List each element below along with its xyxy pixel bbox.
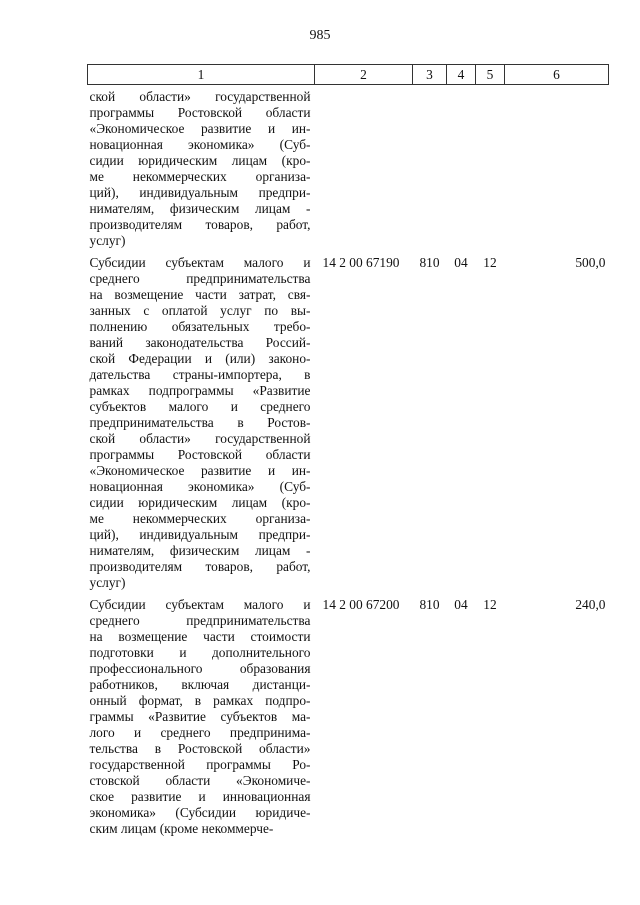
description-line: работников, включая дистанци-	[89, 677, 311, 692]
description-line: ским лицам (кроме некоммерче-	[89, 821, 274, 836]
row-description	[88, 255, 315, 597]
row-target-code: 14 2 00 67190	[322, 255, 400, 270]
row-amount: 500,0	[575, 255, 606, 270]
description-line: граммы «Развитие субъектов ма-	[89, 709, 311, 724]
description-line: онный формат, в рамках подпро-	[89, 693, 311, 708]
description-line: новационная экономика» (Суб-	[89, 137, 311, 152]
header-col-1: 1	[88, 65, 315, 85]
header-col-4: 4	[447, 65, 476, 85]
description-line: ское развитие и инновационная	[89, 789, 311, 804]
description-line: полнению обязательных требо-	[89, 319, 311, 334]
page-number: 985	[309, 28, 331, 43]
header-row	[88, 65, 609, 85]
header-col-2: 2	[315, 65, 413, 85]
description-line: экономика» (Субсидии юридиче-	[89, 805, 311, 820]
description-line: «Экономическое развитие и ин-	[89, 463, 311, 478]
description-line: среднего предпринимательства	[89, 613, 311, 628]
description-line: подготовки и дополнительного	[89, 645, 311, 660]
row-description	[88, 89, 315, 255]
header-col-6: 6	[505, 65, 609, 85]
description-line: предпринимательства в Ростов-	[89, 415, 311, 430]
description-line: ме некоммерческих организа-	[89, 169, 311, 184]
description-line: нимателям, физическим лицам -	[89, 201, 311, 216]
description-line: профессионального образования	[89, 661, 311, 676]
description-line: услуг)	[89, 233, 126, 248]
description-line: Субсидии субъектам малого и	[89, 597, 311, 612]
budget-table	[87, 64, 609, 843]
description-line: производителям товаров, работ,	[89, 559, 311, 574]
description-line: Субсидии субъектам малого и	[89, 255, 311, 270]
description-line: среднего предпринимательства	[89, 271, 311, 286]
row-subsection: 12	[483, 255, 497, 270]
row-target-code	[315, 89, 413, 255]
description-line: занных с оплатой услуг по вы-	[89, 303, 311, 318]
description-line: ций), индивидуальным предпри-	[89, 527, 311, 542]
row-description	[88, 597, 315, 843]
description-line: ской Федерации и (или) законо-	[89, 351, 311, 366]
row-subsection	[476, 89, 505, 255]
row-section: 04	[454, 255, 468, 270]
description-line: ской области» государственной	[89, 89, 311, 104]
description-line: стовской области «Экономиче-	[89, 773, 311, 788]
row-expense-type: 810	[419, 255, 440, 270]
table-header	[88, 65, 609, 85]
table-row	[88, 255, 609, 597]
description-line: производителям товаров, работ,	[89, 217, 311, 232]
description-line: дательства страны-импортера, в	[89, 367, 311, 382]
description-line: программы Ростовской области	[89, 105, 311, 120]
header-col-5: 5	[476, 65, 505, 85]
table-body	[88, 85, 609, 844]
row-amount: 240,0	[575, 597, 606, 612]
description-line: государственной программы Ро-	[89, 757, 311, 772]
description-line: тельства в Ростовской области»	[89, 741, 311, 756]
row-amount	[505, 89, 609, 255]
description-line: субъектов малого и среднего	[89, 399, 311, 414]
row-expense-type: 810	[419, 597, 440, 612]
row-target-code: 14 2 00 67200	[322, 597, 400, 612]
description-line: новационная экономика» (Суб-	[89, 479, 311, 494]
header-col-3: 3	[413, 65, 447, 85]
row-expense-type	[413, 89, 447, 255]
description-line: «Экономическое развитие и ин-	[89, 121, 311, 136]
description-line: нимателям, физическим лицам -	[89, 543, 311, 558]
description-line: услуг)	[89, 575, 126, 590]
description-line: ваний законодательства Россий-	[89, 335, 311, 350]
description-line: на возмещение части стоимости	[89, 629, 311, 644]
description-line: ций), индивидуальным предпри-	[89, 185, 311, 200]
description-line: рамках подпрограммы «Развитие	[89, 383, 311, 398]
row-section	[447, 89, 476, 255]
table-row	[88, 89, 609, 255]
description-line: сидии юридическим лицам (кро-	[89, 495, 311, 510]
description-line: ской области» государственной	[89, 431, 311, 446]
table-row	[88, 597, 609, 843]
row-section: 04	[454, 597, 468, 612]
row-subsection: 12	[483, 597, 497, 612]
description-line: сидии юридическим лицам (кро-	[89, 153, 311, 168]
description-line: на возмещение части затрат, свя-	[89, 287, 311, 302]
description-line: ме некоммерческих организа-	[89, 511, 311, 526]
description-line: лого и среднего предпринима-	[89, 725, 311, 740]
description-line: программы Ростовской области	[89, 447, 311, 462]
